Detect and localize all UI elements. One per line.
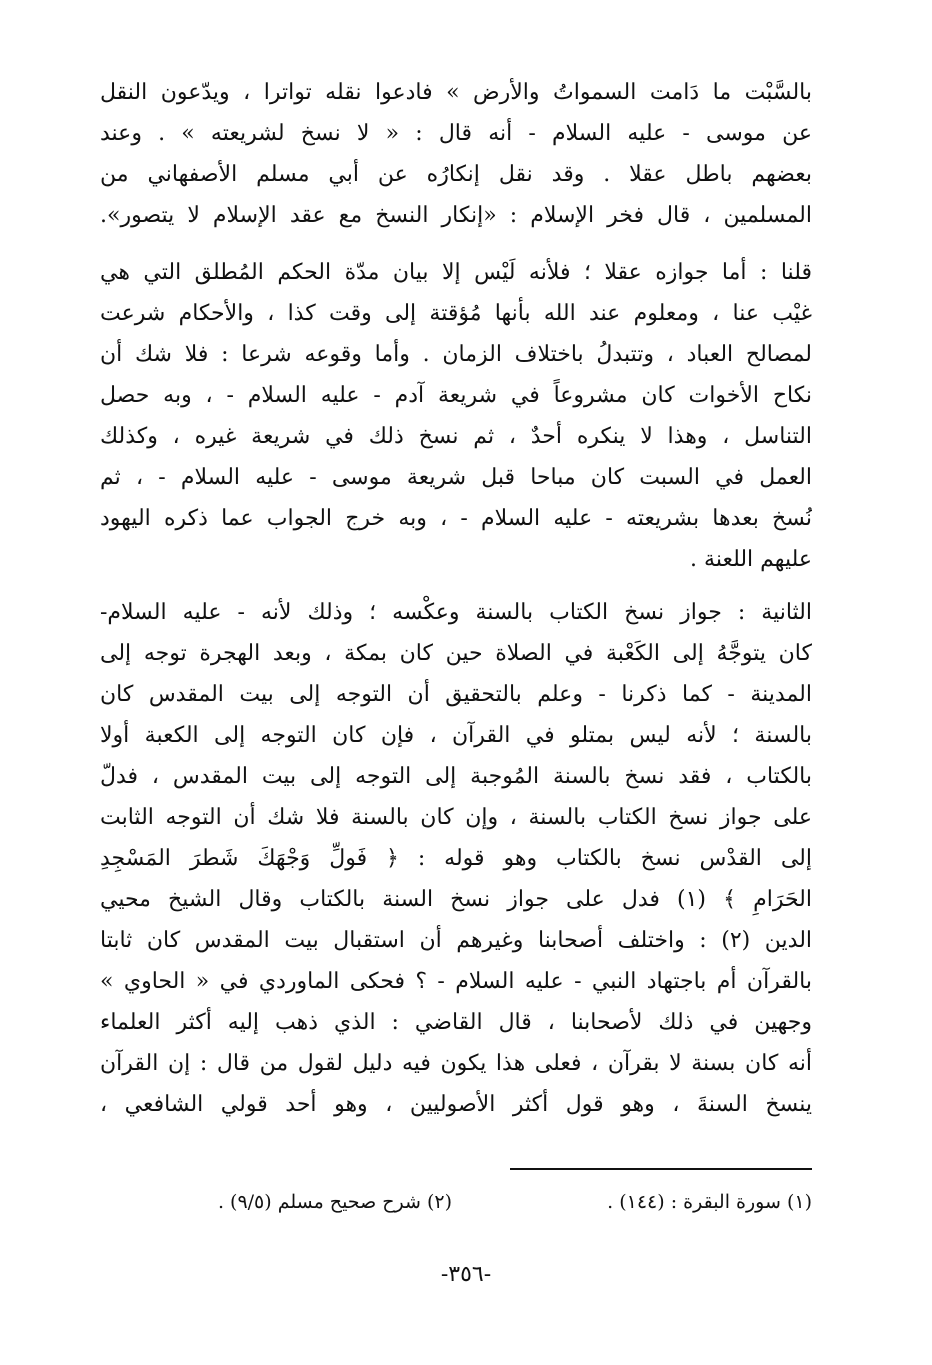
paragraph-2 — [100, 252, 812, 580]
text-line: كان يتوجَّهُ إلى الكَعْبة في الصلاة حين كان بمكة ، وبعد الهجرة توجه إلى — [100, 641, 812, 666]
text-line: أنه كان بسنة لا بقرآن ، فعلى هذا يكون فيه دليل لقول من قال : إن القرآن — [100, 1051, 812, 1076]
footnote-1: (١) سورة البقرة : (١٤٤) . — [607, 1191, 812, 1213]
text-line: إلى القدْس نسخ بالكتاب وهو قوله : ﴿ فَولِّ وَجْهَكَ شَطرَ المَسْجِدِ — [100, 846, 812, 871]
text-line: وجهين في ذلك لأصحابنا ، قال القاضي : الذي ذهب إليه أكثر العلماء — [100, 1010, 812, 1035]
text-line: نُسخ بعدها بشريعته - عليه السلام - ، وبه خرج الجواب عما ذكره اليهود — [100, 506, 812, 531]
text-line: بالكتاب ، فقد نسخ بالسنة المُوجبة إلى التوجه إلى بيت المقدس ، فدلّ — [100, 764, 812, 789]
text-line: غيْب عنا ، ومعلوم عند الله بأنها مُؤقتة إلى وقت كذا ، والأحكام شرعت — [100, 301, 812, 326]
text-line: قلنا : أما جوازه عقلا ؛ فلأنه لَيْس إلا بيان مدّة الحكم المُطلق التي هي — [100, 260, 812, 285]
text-line: عليهم اللعنة . — [690, 547, 812, 572]
text-line: عن موسى - عليه السلام - أنه قال : « لا نسخ لشريعته » . وعند — [100, 121, 812, 146]
page-number: -٣٥٦- — [440, 1262, 492, 1287]
footnote-2: (٢) شرح صحيح مسلم (٩/٥) . — [217, 1191, 452, 1213]
text-line: الحَرَامِ ﴾ (١) فدل على جواز نسخ السنة بالكتاب وقال الشيخ محيي — [100, 887, 812, 912]
text-line: المدينة - كما ذكرنا - وعلم بالتحقيق أن التوجه إلى بيت المقدس كان — [100, 682, 812, 707]
text-line: الدين (٢) : واختلف أصحابنا وغيرهم أن استقبال بيت المقدس كان ثابتا — [100, 928, 812, 953]
text-line: المسلمين ، قال فخر الإسلام : «إنكار النسخ مع عقد الإسلام لا يتصور». — [100, 203, 812, 228]
text-line: ينسخ السنةَ ، وهو قول أكثر الأصوليين ، وهو أحد قولي الشافعي ، — [100, 1092, 812, 1117]
text-line: العمل في السبت كان مباحا قبل شريعة موسى - عليه السلام - ، ثم — [100, 465, 812, 490]
text-line: بالسنة ؛ لأنه ليس بمتلو في القرآن ، فإن كان التوجه إلى الكعبة أولا — [100, 723, 812, 748]
paragraph-3 — [100, 592, 812, 1125]
text-line: بالقرآن أم باجتهاد النبي - عليه السلام - ؟ فحكى الماوردي في « الحاوي » — [100, 969, 812, 994]
text-line: لمصالح العباد ، وتتبدلُ باختلاف الزمان . وأما وقوعه شرعا : فلا شك أن — [100, 342, 812, 367]
paragraph-1 — [100, 72, 812, 236]
text-line: بعضهم باطل عقلا . وقد نقل إنكارُه عن أبي مسلم الأصفهاني من — [100, 162, 812, 187]
text-line: الثانية : جواز نسخ الكتاب بالسنة وعكْسه ؛ وذلك لأنه - عليه السلام- — [100, 600, 812, 625]
footnote-divider — [510, 1168, 812, 1170]
text-line: التناسل ، وهذا لا ينكره أحدٌ ، ثم نسخ ذلك في شريعة غيره ، وكذلك — [100, 424, 812, 449]
text-line: على جواز نسخ الكتاب بالسنة ، وإن كان بالسنة فلا شك أن التوجه الثابت — [100, 805, 812, 830]
text-line: نكاح الأخوات كان مشروعاً في شريعة آدم - عليه السلام - ، وبه حصل — [100, 383, 812, 408]
text-line: بالسَّبْت ما دَامت السمواتُ والأرض » فادعوا نقله تواترا ، ويدّعون النقل — [100, 80, 812, 105]
footnotes — [100, 1184, 812, 1220]
